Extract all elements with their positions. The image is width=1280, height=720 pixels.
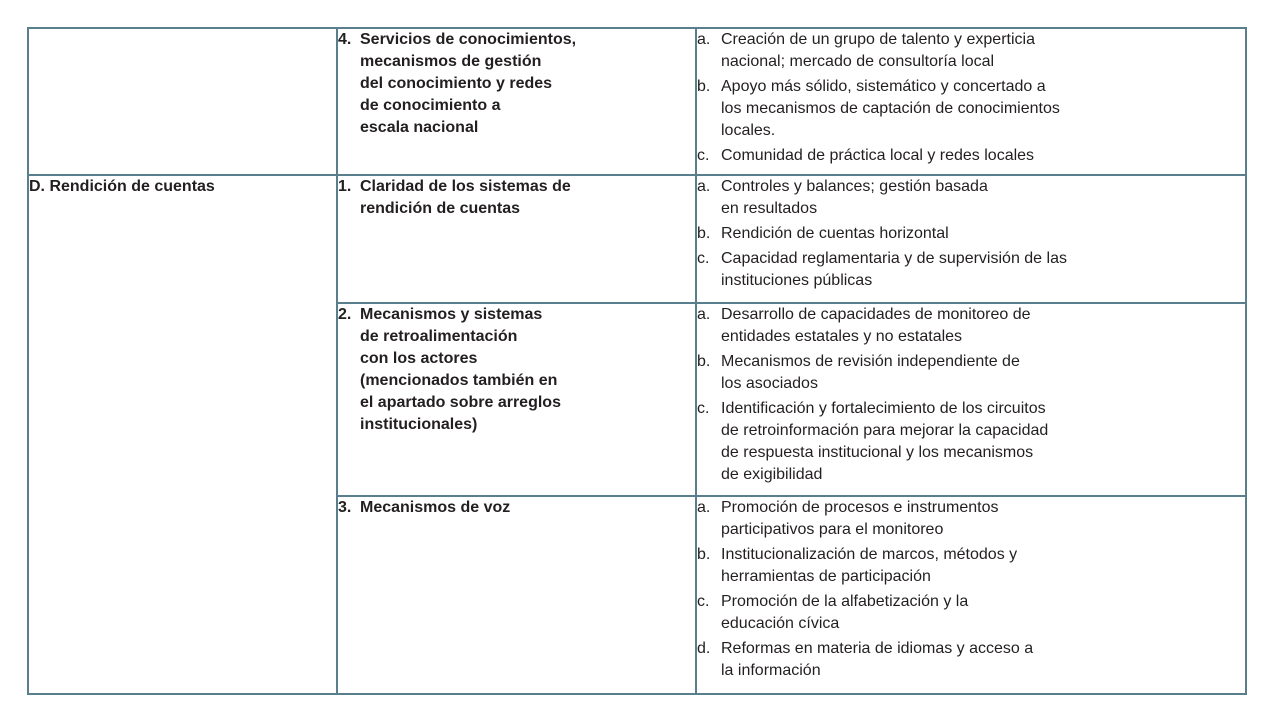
component-title: Claridad de los sistemas de rendición de cuentas — [360, 178, 571, 217]
list-item — [697, 76, 1245, 142]
component-heading — [338, 29, 695, 139]
item-text: Controles y balances; gestión basada en resultados — [721, 178, 988, 217]
list-item — [697, 304, 1245, 348]
item-letter: b. — [697, 225, 711, 242]
item-letter: c. — [697, 250, 710, 267]
component-heading — [338, 304, 695, 436]
area-cell-empty — [28, 28, 337, 175]
component-cell — [337, 175, 696, 303]
component-cell — [337, 303, 696, 496]
list-item — [697, 544, 1245, 588]
item-text: Desarrollo de capacidades de monitoreo de entidades estatales y no estatales — [721, 306, 1031, 345]
item-letter: b. — [697, 78, 711, 95]
component-number: 2. — [338, 306, 352, 323]
item-letter: b. — [697, 353, 711, 370]
item-letter: c. — [697, 400, 710, 417]
component-title: Servicios de conocimientos, mecanismos de gestión del conocimiento y redes de conocimiento a escala nacional — [360, 31, 577, 136]
item-text: Mecanismos de revisión independiente de los asociados — [721, 353, 1020, 392]
item-text: Rendición de cuentas horizontal — [721, 225, 949, 242]
table-row — [28, 175, 1246, 303]
component-heading — [338, 176, 695, 220]
component-title: Mecanismos y sistemas de retroalimentación con los actores (mencionados también en el apartado sobre arreglos institucionales) — [360, 306, 561, 433]
item-letter: a. — [697, 178, 711, 195]
area-cell — [28, 175, 337, 694]
item-text: Creación de un grupo de talento y experticia nacional; mercado de consultoría local — [721, 31, 1035, 70]
component-title: Mecanismos de voz — [360, 499, 511, 516]
item-letter: a. — [697, 306, 711, 323]
item-text: Promoción de la alfabetización y la educación cívica — [721, 593, 969, 632]
component-heading — [338, 497, 695, 519]
item-letter: a. — [697, 31, 711, 48]
items-cell — [696, 496, 1246, 694]
item-text: Identificación y fortalecimiento de los circuitos de retroinformación para mejorar la capacidad de respuesta institucional y los mecanismos de exigibilidad — [721, 400, 1049, 483]
items-cell — [696, 175, 1246, 303]
list-item — [697, 223, 1245, 245]
component-number: 4. — [338, 31, 352, 48]
item-letter: a. — [697, 499, 711, 516]
item-text: Capacidad reglamentaria y de supervisión de las instituciones públicas — [721, 250, 1067, 289]
component-number: 1. — [338, 178, 352, 195]
component-cell — [337, 28, 696, 175]
item-text: Institucionalización de marcos, métodos y herramientas de participación — [721, 546, 1018, 585]
items-cell — [696, 28, 1246, 175]
component-number: 3. — [338, 499, 352, 516]
item-text: Apoyo más sólido, sistemático y concertado a los mecanismos de captación de conocimientos locales. — [721, 78, 1060, 139]
item-letter: b. — [697, 546, 711, 563]
item-text: Comunidad de práctica local y redes locales — [721, 147, 1035, 164]
list-item — [697, 398, 1245, 486]
area-label: D. Rendición de cuentas — [29, 178, 215, 195]
item-letter: c. — [697, 593, 710, 610]
item-letter: d. — [697, 640, 711, 657]
document-table-container — [27, 27, 1245, 693]
component-cell — [337, 496, 696, 694]
list-item — [697, 351, 1245, 395]
list-item — [697, 497, 1245, 541]
capacity-table — [27, 27, 1247, 695]
item-letter: c. — [697, 147, 710, 164]
item-text: Reformas en materia de idiomas y acceso a la información — [721, 640, 1034, 679]
list-item — [697, 591, 1245, 635]
list-item — [697, 176, 1245, 220]
items-cell — [696, 303, 1246, 496]
list-item — [697, 638, 1245, 682]
list-item — [697, 248, 1245, 292]
list-item — [697, 29, 1245, 73]
table-row — [28, 28, 1246, 175]
item-text: Promoción de procesos e instrumentos participativos para el monitoreo — [721, 499, 999, 538]
list-item — [697, 145, 1245, 167]
